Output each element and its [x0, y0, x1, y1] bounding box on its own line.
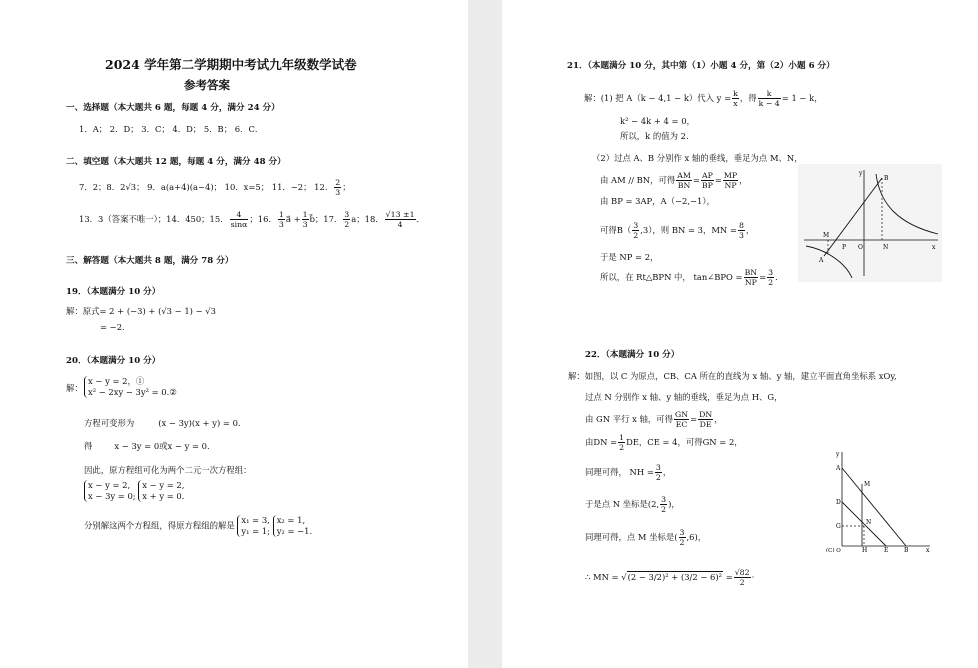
q20-jie: 解：	[66, 383, 83, 393]
s2-l2-text-d: b⃗；17．	[309, 214, 343, 224]
fig2-label-d: D	[836, 499, 841, 506]
q21-line-8: 于是 NP = 2，	[600, 252, 659, 262]
q20-line-7: 分别解这两个方程组，得原方程组的解是 x₁ = 3, y₁ = 1; x₂ = 1, y₂ = −1.	[84, 515, 313, 536]
fraction: $\frac{AP}{BP}$	[701, 171, 713, 190]
q21-line-4: （2）过点 A、B 分别作 x 轴的垂线，垂足为点 M、N，	[592, 153, 803, 163]
fraction: $\frac{3}{2}$	[661, 495, 667, 514]
fig1-label-n: N	[883, 244, 889, 251]
fig2-label-y: y	[836, 451, 840, 458]
fraction: $\frac{8}{3}$	[738, 221, 744, 240]
sqrt-expression: (2 − 3/2)² + (3/2 − 6)²	[627, 572, 723, 582]
fig1-label-b: B	[884, 175, 889, 182]
fig2-label-h: H	[862, 547, 868, 552]
fig2-label-co: (C) O	[826, 548, 841, 552]
fig1-label-y: y	[859, 170, 863, 177]
fraction: $\frac{2}{3}$	[335, 178, 341, 197]
fraction: $\frac{√82}{2}$	[734, 568, 750, 587]
fig2-label-m: M	[864, 481, 871, 488]
doc-title: 2024 学年第二学期期中考试九年级数学试卷	[105, 57, 357, 72]
q19-line-1: 解：原式= 2 + (−3) + (√3 − 1) − √3	[66, 306, 216, 316]
q22-line-7: 同理可得，点 M 坐标是( $\frac{3}{2}$ ,6)，	[585, 528, 707, 547]
fraction: $\frac{MP}{NP}$	[723, 171, 738, 190]
q21-figure	[798, 164, 942, 282]
section-1-answers: 1．A； 2．D； 3．C； 4．D； 5．B； 6．C．	[79, 124, 264, 134]
fig1-label-p: P	[842, 244, 847, 251]
section-2-line-1	[79, 178, 351, 197]
section-2-line-2	[79, 210, 425, 229]
fraction: $\frac{k}{x}$	[733, 89, 738, 108]
section-1-heading: 一、选择题（本大题共 6 题，每题 4 分，满分 24 分）	[66, 103, 280, 113]
fraction: $\frac{4}{\sin\alpha}$	[230, 210, 248, 229]
fraction: $\frac{BN}{NP}$	[744, 268, 758, 287]
q21-line-1: 解：(1) 把 A（k − 4,1 − k）代入 y = $\frac{k}{x}$ ，得 $\frac{k}{k - 4}$ = 1 − k，	[584, 89, 823, 108]
fraction: $\frac{3}{2}$	[344, 210, 350, 229]
q22-line-8: ∴ MN = √(2 − 3/2)² + (3/2 − 6)² = $\frac{√82}{2}$ ·	[585, 568, 755, 587]
section-3-heading: 三、解答题（本大题共 8 题，满分 78 分）	[66, 256, 234, 266]
q20-heading: 20．（本题满分 10 分）	[66, 356, 161, 366]
q19-line-2: = −2．	[100, 322, 131, 332]
q21-heading: 21．（本题满分 10 分，其中第（1）小题 4 分，第（2）小题 6 分）	[567, 61, 835, 71]
q21-line-7: 可得B（ $\frac{3}{2}$ ,3），则 BN = 3，MN = $\frac{8}{3}$ ，	[600, 221, 755, 240]
fraction: $\frac{GN}{EC}$	[675, 410, 689, 429]
s2-l2-end: ．	[416, 214, 425, 224]
fraction: $\frac{3}{2}$	[768, 268, 774, 287]
q22-line-6: 于是点 N 坐标是(2, $\frac{3}{2}$ )，	[585, 495, 680, 514]
fig2-label-n: N	[866, 519, 872, 526]
q21-line-6: 由 BP = 3AP，A（−2,−1），	[600, 196, 715, 206]
q22-line-2: 过点 N 分别作 x 轴、y 轴的垂线，垂足为点 H、G，	[585, 392, 783, 402]
q21-line-3: 所以，k 的值为 2.	[620, 131, 689, 141]
fraction: $\frac{1}{3}$	[278, 210, 284, 229]
fig1-label-a: A	[819, 257, 824, 264]
section-2-heading: 二、填空题（本大题共 12 题，每题 4 分，满分 48 分）	[66, 157, 286, 167]
s2-l1-text: 7．2；8．2√3； 9．a(a+4)(a−4)； 10．x=5； 11．−2； 12．	[79, 182, 334, 192]
fraction: $\frac{3}{2}$	[633, 221, 639, 240]
q22-figure	[824, 448, 934, 552]
q22-line-3: 由 GN 平行 x 轴，可得 $\frac{GN}{EC}$ = $\frac{DN}{DE}$ ，	[585, 410, 723, 429]
fig1-label-x: x	[932, 244, 936, 251]
fraction: $\frac{1}{2}$	[619, 433, 625, 452]
s2-l2-text-c: a⃗ +	[285, 214, 301, 224]
s2-l2-text-a: 13．3（答案不唯一）；14．450；15．	[79, 214, 229, 224]
q21-line-5: 由 AM // BN，可得 $\frac{AM}{BN}$ = $\frac{AP}{BP}$ = $\frac{MP}{NP}$ ，	[600, 171, 748, 190]
fraction: $\frac{3}{2}$	[655, 463, 661, 482]
q20-line-4: 得 x − 3y = 0或x − y = 0.	[84, 441, 210, 451]
q22-heading: 22．（本题满分 10 分）	[585, 350, 680, 360]
q20-line-3: 方程可变形为 (x − 3y)(x + y) = 0.	[84, 418, 241, 428]
doc-subtitle: 参考答案	[184, 78, 230, 92]
q22-line-4: 由DN = $\frac{1}{2}$ DE，CE = 4，可得GN = 2，	[585, 433, 743, 452]
fraction: $\frac{1}{3}$	[302, 210, 308, 229]
fig1-label-m: M	[823, 232, 830, 239]
q20-system-1: x − y = 2，① x² − 2xy − 3y² = 0.②	[84, 376, 177, 398]
fraction: $\frac{√13 \pm 1}{4}$	[385, 210, 415, 229]
q21-line-2: k² − 4k + 4 = 0，	[620, 116, 695, 126]
fig2-label-b: B	[904, 547, 909, 552]
left-page	[0, 0, 468, 668]
s2-l1-end: ；	[342, 182, 351, 192]
fraction: $\frac{AM}{BN}$	[677, 171, 691, 190]
right-page	[502, 0, 978, 668]
q20-systems-2: x − y = 2, x − 3y = 0; x − y = 2, x + y = 0.	[84, 480, 184, 502]
fraction: $\frac{3}{2}$	[679, 528, 685, 547]
q22-line-1: 解：如图，以 C 为原点，CB、CA 所在的直线为 x 轴、y 轴，建立平面直角坐标系 xOy,	[568, 371, 897, 381]
fig2-label-x: x	[926, 547, 930, 552]
q22-line-5: 同理可得， NH = $\frac{3}{2}$ ，	[585, 463, 672, 482]
q21-line-9: 所以，在 Rt△BPN 中， tan∠BPO = $\frac{BN}{NP}$ = $\frac{3}{2}$ ．	[600, 268, 784, 287]
fig1-label-o: O	[858, 244, 863, 251]
s2-l2-text-e: a；18．	[351, 214, 384, 224]
fig2-label-g: G	[836, 523, 841, 530]
fig2-label-a: A	[836, 465, 841, 472]
q20-line-5: 因此，原方程组可化为两个二元一次方程组：	[84, 465, 252, 475]
fraction: $\frac{k}{k - 4}$	[758, 89, 780, 108]
q19-heading: 19．（本题满分 10 分）	[66, 287, 161, 297]
s2-l2-text-b: ；16．	[249, 214, 277, 224]
fig2-label-e: E	[884, 547, 889, 552]
fraction: $\frac{DN}{DE}$	[699, 410, 713, 429]
